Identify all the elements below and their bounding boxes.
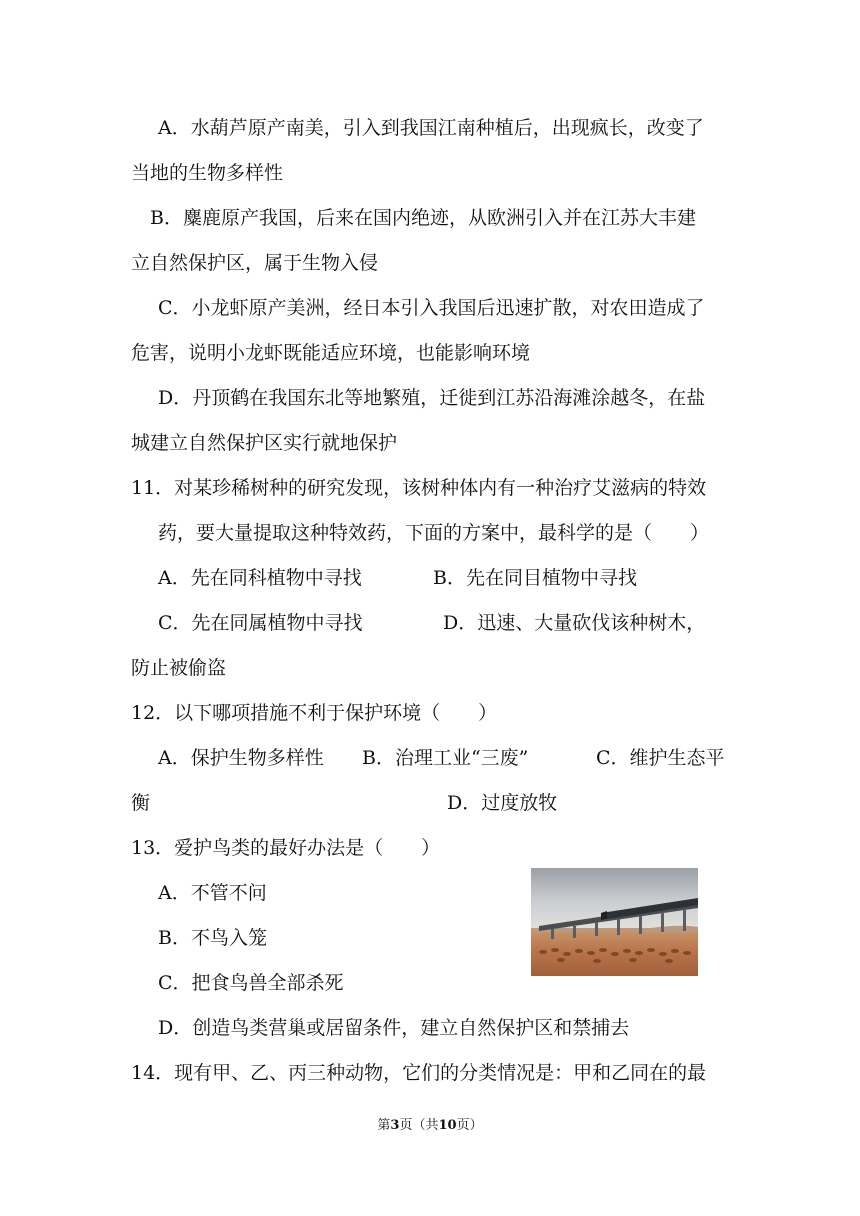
q13-option-b: B．不鸟入笼 (158, 927, 267, 949)
page-footer (0, 1114, 860, 1133)
q11-stem-line2: 药，要大量提取这种特效药，下面的方案中，最科学的是（ ） (158, 522, 710, 544)
q12-option-b: B．治理工业“三废” (362, 747, 529, 769)
q10-option-a-line2: 当地的生物多样性 (131, 162, 284, 184)
q11-option-b: B．先在同目植物中寻找 (433, 567, 637, 589)
q13-option-d: D．创造鸟类营巢或居留条件，建立自然保护区和禁捕去 (158, 1017, 630, 1039)
q10-option-d-line2: 城建立自然保护区实行就地保护 (131, 432, 398, 454)
q10-option-d-line1: D．丹顶鹤在我国东北等地繁殖，迁徙到江苏沿海滩涂越冬，在盐 (158, 387, 706, 409)
q12-option-c-cont: 衡 (131, 792, 151, 814)
q12-option-a: A．保护生物多样性 (158, 747, 324, 769)
q14-stem-line1: 14．现有甲、乙、丙三种动物，它们的分类情况是：甲和乙同在的最 (131, 1062, 707, 1084)
q12-option-d: D．过度放牧 (447, 792, 558, 814)
q11-option-d-cont: 防止被偷盗 (131, 657, 227, 679)
q12-stem: 12．以下哪项措施不利于保护环境（ ） (131, 702, 498, 724)
q11-option-a: A．先在同科植物中寻找 (158, 567, 362, 589)
q13-option-c: C．把食鸟兽全部杀死 (158, 972, 344, 994)
q13-stem: 13．爱护鸟类的最好办法是（ ） (131, 837, 441, 859)
q11-stem-line1: 11．对某珍稀树种的研究发现，该树种体内有一种治疗艾滋病的特效 (131, 477, 707, 499)
q12-option-c: C．维护生态平 (596, 747, 725, 769)
q13-option-a: A．不管不问 (158, 882, 267, 904)
footer-middle: 页（共 (399, 1118, 439, 1133)
footer-suffix: 页） (456, 1118, 483, 1133)
q10-option-c-line2: 危害，说明小龙虾既能适应环境，也能影响环境 (131, 342, 531, 364)
q10-option-c-line1: C．小龙虾原产美洲，经日本引入我国后迅速扩散，对农田造成了 (158, 297, 705, 319)
footer-page-number: 3 (390, 1118, 400, 1133)
footer-prefix: 第 (377, 1118, 391, 1133)
q10-option-b-line2: 立自然保护区，属于生物入侵 (131, 252, 379, 274)
footer-total-pages: 10 (438, 1118, 457, 1133)
q11-option-d: D．迅速、大量砍伐该种树木， (443, 612, 706, 634)
q10-option-b-line1: B．麋鹿原产我国，后来在国内绝迹，从欧洲引入并在江苏大丰建 (150, 207, 696, 229)
railway-bridge-photo (531, 868, 698, 976)
q11-option-c: C．先在同属植物中寻找 (158, 612, 363, 634)
q10-option-a-line1: A．水葫芦原产南美，引入到我国江南种植后，出现疯长，改变了 (158, 117, 704, 139)
